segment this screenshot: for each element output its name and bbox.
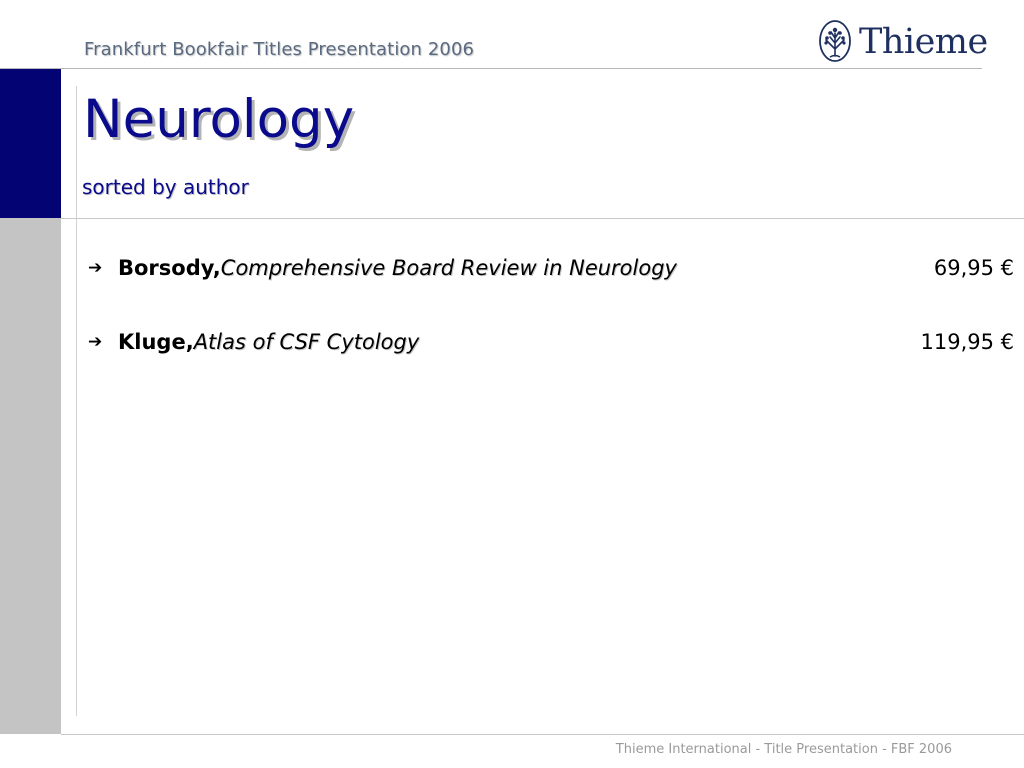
thieme-logo bbox=[818, 17, 988, 65]
book-title: Atlas of CSF Cytology bbox=[193, 330, 420, 354]
tree-logo-icon bbox=[818, 19, 852, 63]
title-divider bbox=[61, 218, 1024, 219]
slide-subtitle: sorted by author bbox=[82, 175, 249, 199]
header-title: Frankfurt Bookfair Titles Presentation 2006 bbox=[84, 39, 475, 60]
book-author: Kluge, bbox=[118, 330, 194, 354]
side-accent-bar-navy bbox=[0, 69, 61, 218]
content-vertical-rule bbox=[76, 86, 77, 716]
book-price: 119,95 € bbox=[920, 330, 1014, 354]
logo-text: Thieme bbox=[859, 21, 988, 62]
arrow-bullet-icon: ➔ bbox=[88, 332, 103, 352]
side-accent-bar-grey bbox=[0, 218, 61, 734]
header-divider bbox=[0, 68, 982, 69]
book-list-item bbox=[88, 327, 1014, 357]
footer-divider bbox=[61, 734, 1024, 735]
arrow-bullet-icon: ➔ bbox=[88, 258, 103, 278]
book-price: 69,95 € bbox=[933, 256, 1014, 280]
slide-title: Neurology bbox=[83, 89, 355, 150]
book-title: Comprehensive Board Review in Neurology bbox=[220, 256, 677, 280]
book-author: Borsody, bbox=[118, 256, 221, 280]
footer-text: Thieme International - Title Presentation - FBF 2006 bbox=[615, 742, 952, 757]
book-list-item bbox=[88, 253, 1014, 283]
